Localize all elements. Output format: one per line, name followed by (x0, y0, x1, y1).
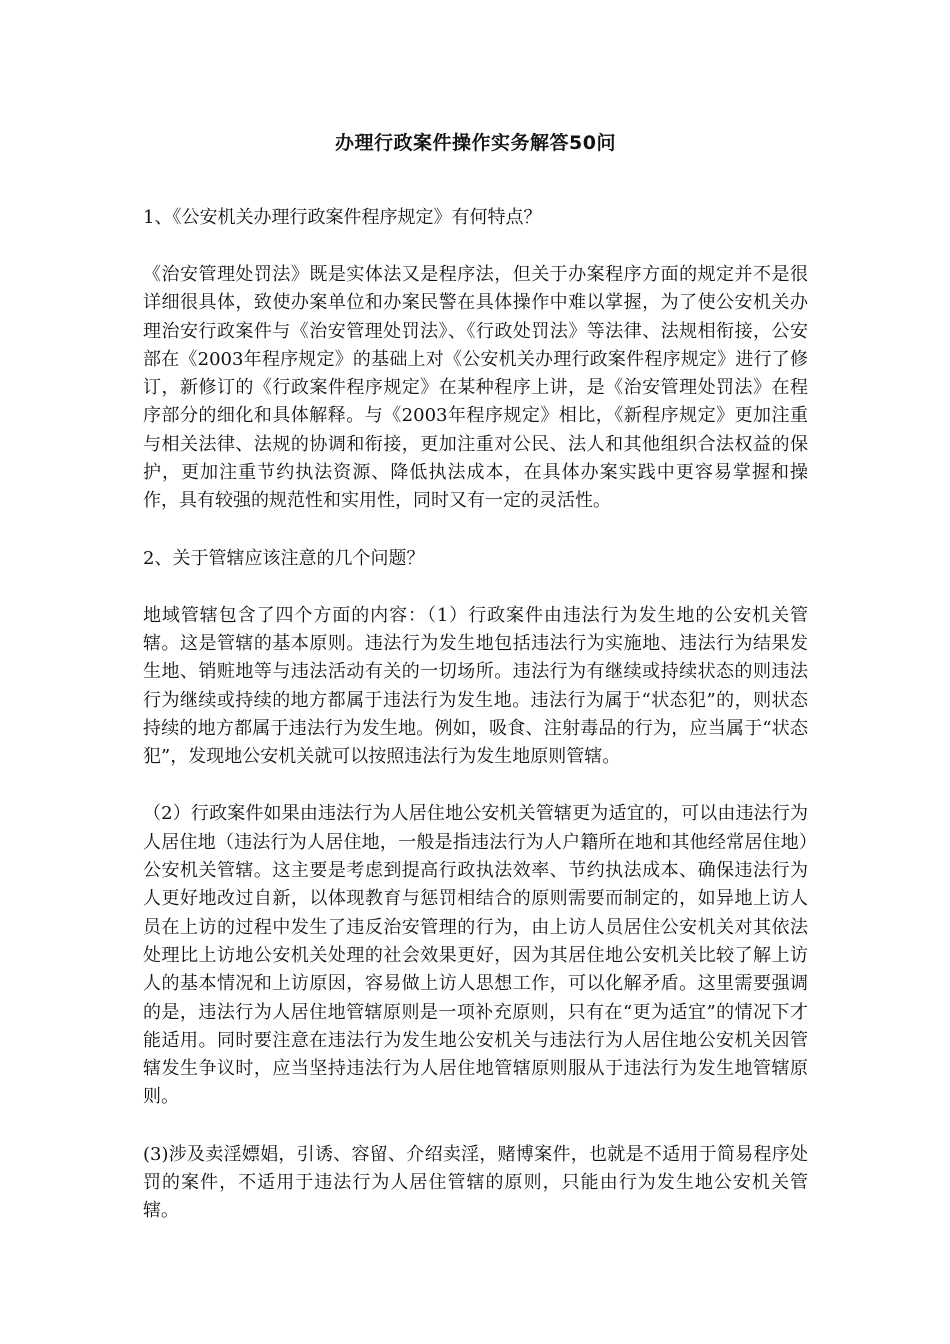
answer-paragraph: (3)涉及卖淫嫖娼，引诱、容留、介绍卖淫，赌博案件，也就是不适用于简易程序处罚的案件，不适用于违法行为人居住管辖的原则，只能由行为发生地公安机关管辖。 (143, 1143, 808, 1222)
answer-paragraph: 《治安管理处罚法》既是实体法又是程序法，但关于办案程序方面的规定并不是很详细很具体，致使办案单位和办案民警在具体操作中难以掌握，为了使公安机关办理治安行政案件与《治安管理处罚法》、《行政处罚法》等法律、法规相衔接，公安部在《2003年程序规定》的基础上对《公安机关办理行政案件程序规定》进行了修订，新修订的《行政案件程序规定》在某种程序上讲，是《治安管理处罚法》在程序部分的细化和具体解释。与《2003年程序规定》相比，《新程序规定》更加注重与相关法律、法规的协调和衔接，更加注重对公民、法人和其他组织合法权益的保护，更加注重节约执法资源、降低执法成本，在具体办案实践中更容易掌握和操作，具有较强的规范性和实用性，同时又有一定的灵活性。 (143, 264, 808, 512)
question-heading: 2、关于管辖应该注意的几个问题？ (143, 547, 425, 569)
document-title: 办理行政案件操作实务解答50问 (335, 132, 616, 154)
question-heading: 1、《公安机关办理行政案件程序规定》有何特点？ (143, 207, 542, 228)
document-page (143, 130, 808, 1255)
answer-paragraph: 地域管辖包含了四个方面的内容：（1）行政案件由违法行为发生地的公安机关管辖。这是管辖的基本原则。违法行为发生地包括违法行为实施地、违法行为结果发生地、销赃地等与违法活动有关的一切场所。违法行为有继续或持续状态的则违法行为继续或持续的地方都属于违法行为发生地。违法行为属于“状态犯”的，则状态持续的地方都属于违法行为发生地。例如，吸食、注射毒品的行为，应当属于“状态犯”，发现地公安机关就可以按照违法行为发生地原则管辖。 (143, 604, 808, 768)
answer-paragraph: （2）行政案件如果由违法行为人居住地公安机关管辖更为适宜的，可以由违法行为人居住地（违法行为人居住地，一般是指违法行为人户籍所在地和其他经常居住地）公安机关管辖。这主要是考虑到提高行政执法效率、节约执法成本、确保违法行为人更好地改过自新，以体现教育与惩罚相结合的原则需要而制定的，如异地上访人员在上访的过程中发生了违反治安管理的行为，由上访人员居住公安机关对其依法处理比上访地公安机关处理的社会效果更好，因为其居住地公安机关比较了解上访人的基本情况和上访原因，容易做上访人思想工作，可以化解矛盾。这里需要强调的是，违法行为人居住地管辖原则是一项补充原则，只有在“更为适宜”的情况下才能适用。同时要注意在违法行为发生地公安机关与违法行为人居住地公安机关因管辖发生争议时，应当坚持违法行为人居住地管辖原则服从于违法行为发生地管辖原则。 (143, 803, 808, 1108)
